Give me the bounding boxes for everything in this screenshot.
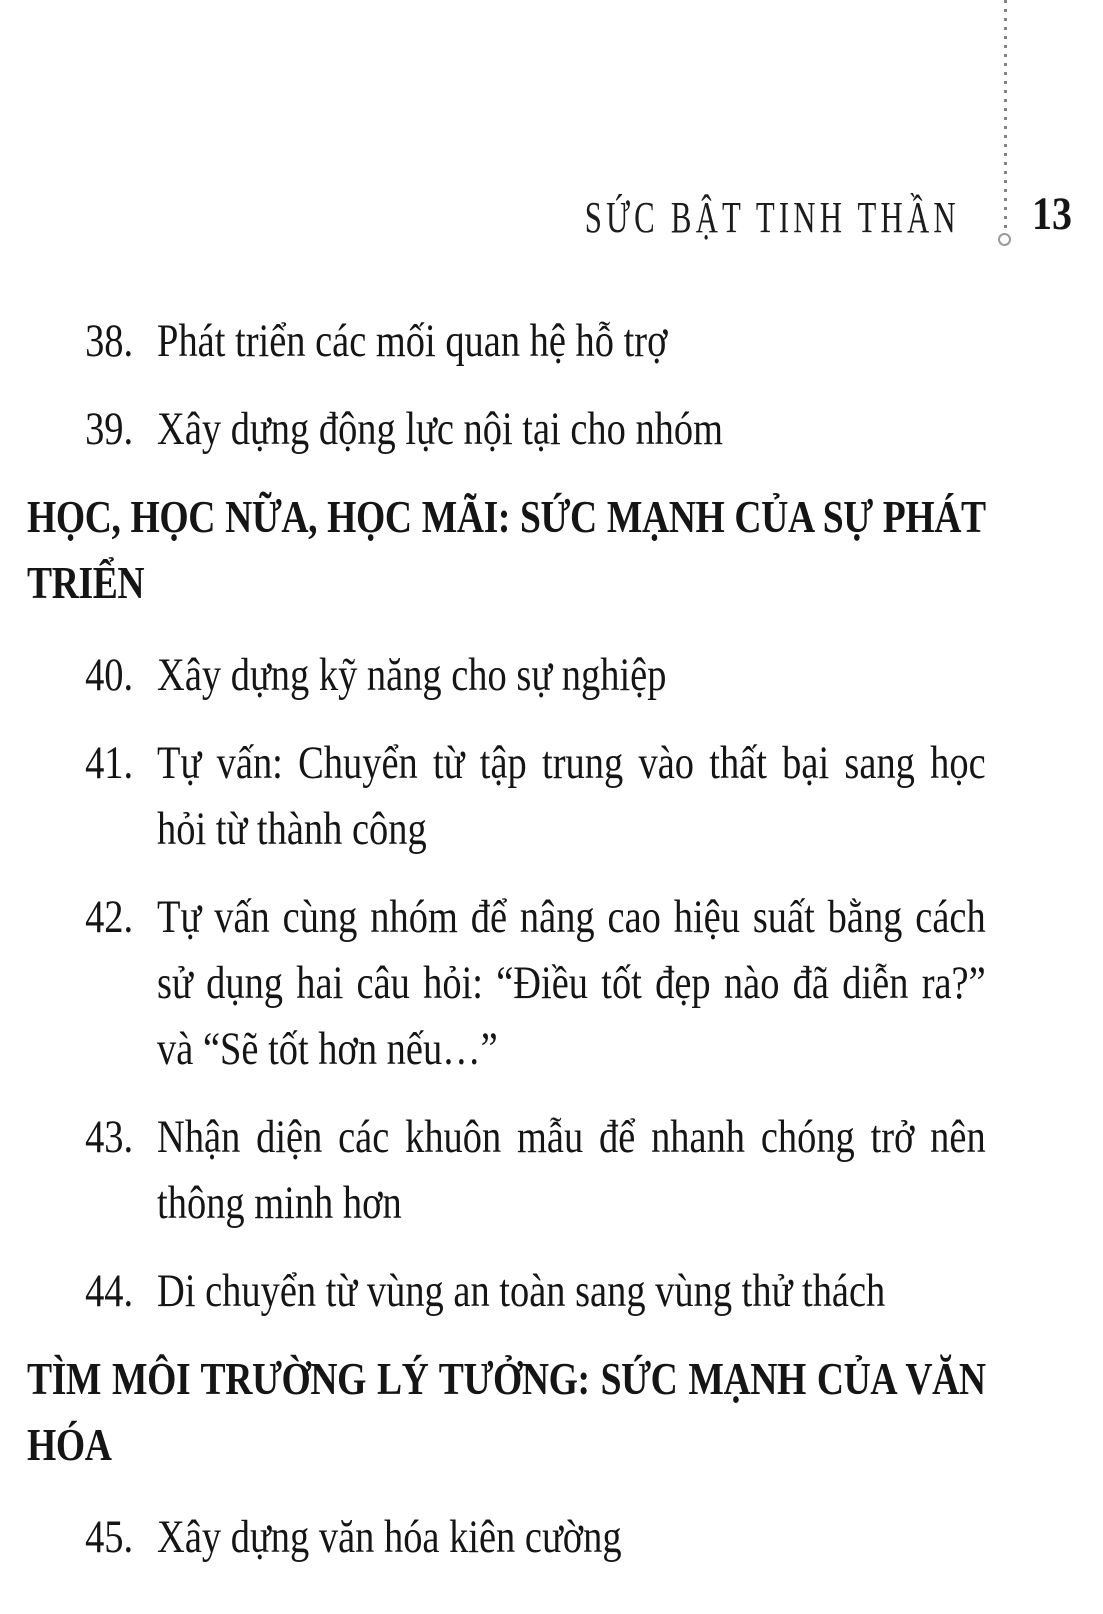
toc-entry-number: 40. xyxy=(85,649,134,701)
toc-entry-number: 41. xyxy=(85,737,134,789)
toc-entry-text: Xây dựng động lực nội tại cho nhóm xyxy=(157,403,724,455)
toc-entry-number: 38. xyxy=(85,315,134,367)
toc-entry xyxy=(85,642,986,708)
toc-entry xyxy=(85,1504,986,1570)
toc-list xyxy=(27,308,986,1592)
toc-entry xyxy=(85,730,986,862)
header-dotted-line xyxy=(1004,0,1007,230)
toc-entry-number: 42. xyxy=(85,891,134,943)
toc-entry-text: Phát triển các mối quan hệ hỗ trợ xyxy=(157,315,668,367)
toc-entry xyxy=(85,1104,986,1236)
toc-entry-text: Di chuyển từ vùng an toàn sang vùng thử thách xyxy=(157,1265,886,1317)
toc-entry-number: 44. xyxy=(85,1265,134,1317)
toc-entry xyxy=(85,1258,986,1324)
toc-entry-text: Nhận diện các khuôn mẫu để nhanh chóng trở nên thông minh hơn xyxy=(157,1111,986,1229)
toc-entry-text: Tự vấn: Chuyển từ tập trung vào thất bại sang học hỏi từ thành công xyxy=(157,737,986,855)
dotted-line-end-circle xyxy=(998,233,1011,246)
toc-entry-text: Xây dựng văn hóa kiên cường xyxy=(157,1511,622,1563)
toc-entry xyxy=(85,308,986,374)
toc-entry-number: 39. xyxy=(85,403,134,455)
toc-entry-number: 45. xyxy=(85,1511,134,1563)
toc-section-heading: HỌC, HỌC NỮA, HỌC MÃI: SỨC MẠNH CỦA SỰ PHÁT TRIỂN xyxy=(27,491,986,608)
toc-section-heading: TÌM MÔI TRƯỜNG LÝ TƯỞNG: SỨC MẠNH CỦA VĂN HÓA xyxy=(27,1353,986,1470)
page-number: 13 xyxy=(1032,188,1072,240)
running-title: SỨC BẬT TINH THẦN xyxy=(584,193,960,242)
toc-entry xyxy=(85,396,986,462)
toc-entry-text: Xây dựng kỹ năng cho sự nghiệp xyxy=(157,649,667,701)
toc-entry-text: Tự vấn cùng nhóm để nâng cao hiệu suất bằng cách sử dụng hai câu hỏi: “Điều tốt đẹp nào đã diễn ra?” và “Sẽ tốt hơn nếu…” xyxy=(157,891,986,1075)
toc-entry xyxy=(85,884,986,1082)
toc-entry-number: 43. xyxy=(85,1111,134,1163)
